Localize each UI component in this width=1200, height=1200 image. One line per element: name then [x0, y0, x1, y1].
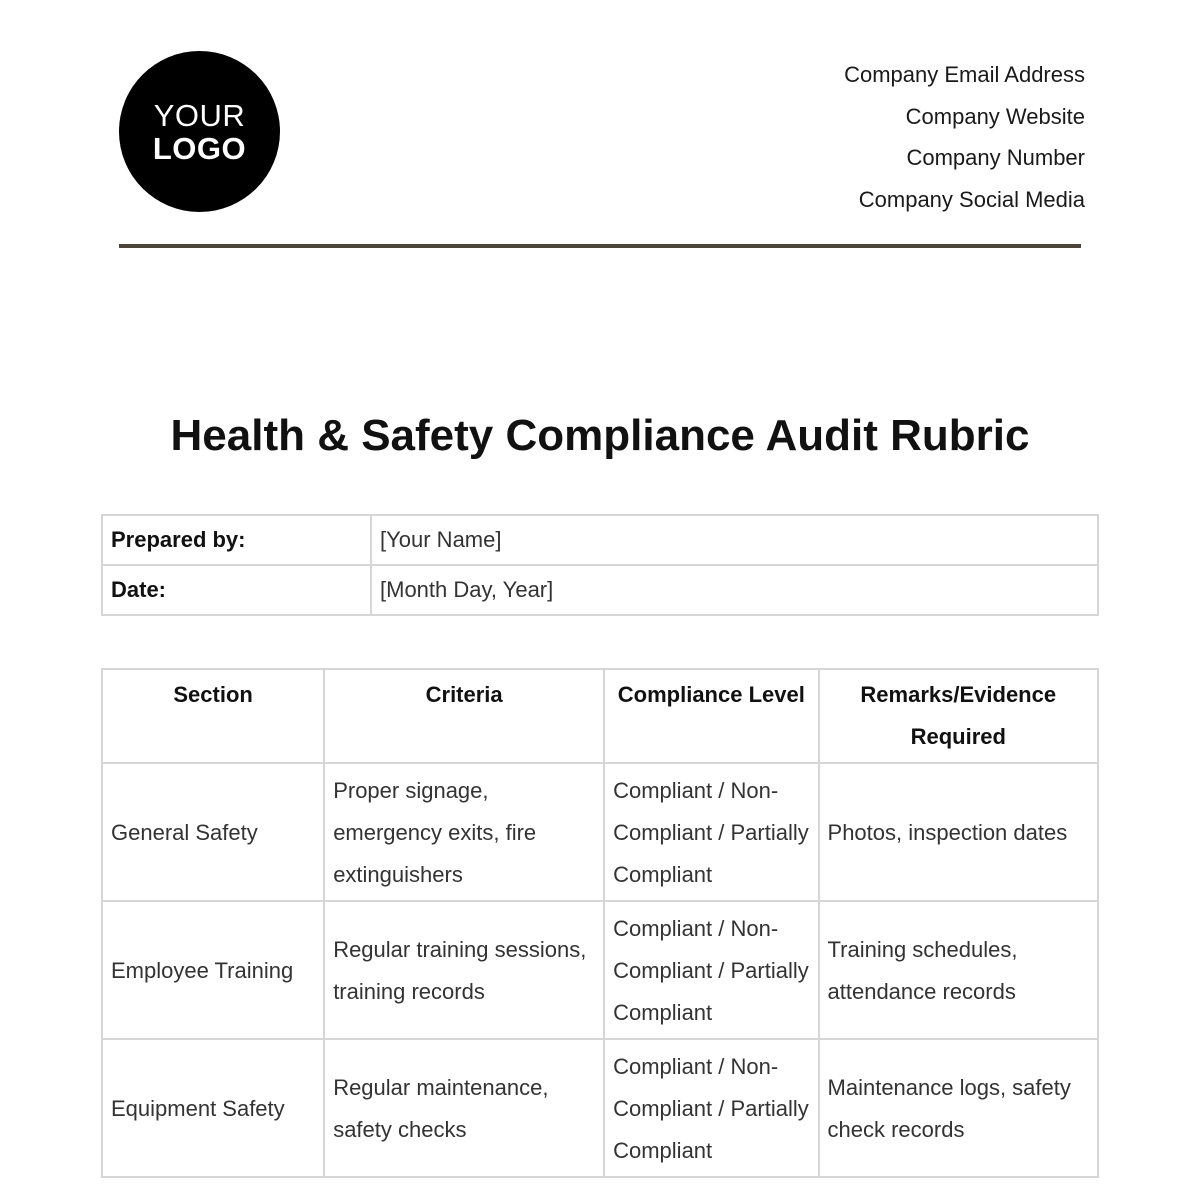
row-compliance: Compliant / Non-Compliant / Partially Compliant: [604, 1039, 818, 1177]
table-row: [102, 763, 1098, 901]
date-row: [102, 565, 1098, 615]
header-section: Section: [102, 669, 324, 763]
header-remarks: Remarks/Evidence Required: [819, 669, 1098, 763]
row-section: General Safety: [102, 763, 324, 901]
table-row: [102, 1039, 1098, 1177]
company-logo: [119, 51, 280, 212]
audit-rubric-table: [101, 668, 1099, 1178]
row-remarks: Training schedules, attendance records: [819, 901, 1098, 1039]
row-remarks: Maintenance logs, safety check records: [819, 1039, 1098, 1177]
company-number: Company Number: [906, 145, 1085, 171]
prepared-by-value[interactable]: [Your Name]: [371, 515, 1098, 565]
company-website: Company Website: [905, 103, 1085, 129]
date-label: Date:: [102, 565, 371, 615]
prepared-by-label: Prepared by:: [102, 515, 371, 565]
row-section: Equipment Safety: [102, 1039, 324, 1177]
document-title: Health & Safety Compliance Audit Rubric: [170, 411, 1030, 460]
date-value[interactable]: [Month Day, Year]: [371, 565, 1098, 615]
row-section: Employee Training: [102, 901, 324, 1039]
row-criteria: Proper signage, emergency exits, fire extinguishers: [324, 763, 604, 901]
row-remarks: Photos, inspection dates: [819, 763, 1098, 901]
row-criteria: Regular maintenance, safety checks: [324, 1039, 604, 1177]
row-compliance: Compliant / Non-Compliant / Partially Compliant: [604, 763, 818, 901]
document-info-table: [101, 514, 1099, 616]
table-header-row: [102, 669, 1098, 763]
company-email: Company Email Address: [844, 62, 1085, 87]
logo-text-top: YOUR: [153, 97, 246, 133]
row-criteria: Regular training sessions, training records: [324, 901, 604, 1039]
company-social-media: Company Social Media: [858, 187, 1085, 213]
header-divider: [119, 244, 1081, 248]
row-compliance: Compliant / Non-Compliant / Partially Compliant: [604, 901, 818, 1039]
table-row: [102, 901, 1098, 1039]
logo-text-bottom: LOGO: [152, 130, 247, 166]
prepared-by-row: [102, 515, 1098, 565]
company-contact-block: [844, 54, 1085, 221]
header-criteria: Criteria: [324, 669, 604, 763]
header-compliance-level: Compliance Level: [604, 669, 818, 763]
